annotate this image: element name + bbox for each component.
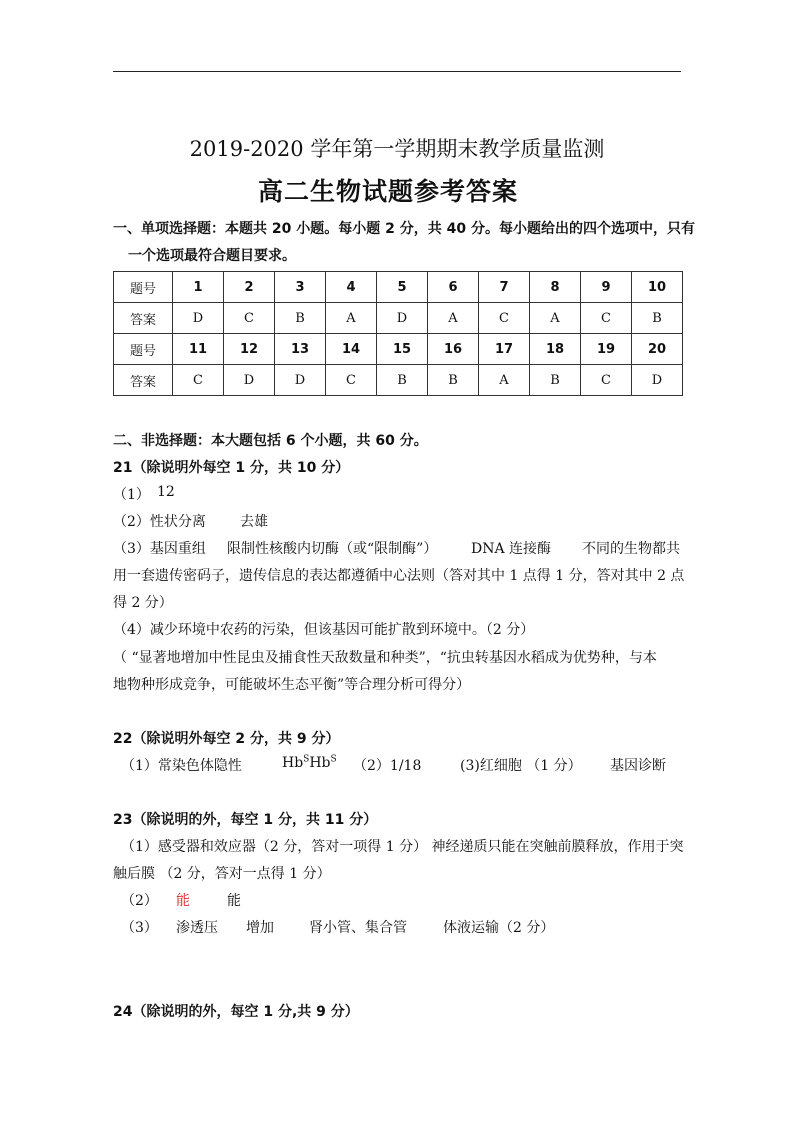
table-cell: B (428, 365, 479, 396)
table-cell: A (530, 303, 581, 334)
document-subtitle: 高二生物试题参考答案 (258, 177, 519, 206)
section1-intro-line2: 一个选项最符合题目要求。 (128, 248, 296, 264)
table-cell: 7 (479, 272, 530, 303)
row-label-answer: 答案 (114, 365, 173, 396)
table-cell: D (632, 365, 683, 396)
table-row-numbers-1 (114, 272, 683, 303)
q21-part3-c: DNA 连接酶 (471, 541, 552, 557)
q23-part3-b: 增加 (246, 920, 274, 936)
row-label-answer: 答案 (114, 303, 173, 334)
section2-intro: 二、非选择题：本大题包括 6 个小题，共 60 分。 (113, 433, 428, 449)
q21-note-line2: 地物种形成竞争，可能破坏生态平衡”等合理分析可得分） (113, 677, 471, 693)
section1-intro-line1: 一、单项选择题：本题共 20 小题。每小题 2 分，共 40 分。每小题给出的四个选项中，只有 (113, 221, 695, 237)
table-row-numbers-2 (114, 334, 683, 365)
table-cell: 20 (632, 334, 683, 365)
q23-part2-answer-b: 能 (227, 893, 241, 909)
q21-part3-b: 限制性核酸内切酶（或“限制酶”） (227, 541, 438, 557)
q21-heading: 21（除说明外每空 1 分，共 10 分） (113, 460, 350, 476)
q24-heading: 24（除说明的外，每空 1 分,共 9 分） (113, 1004, 359, 1020)
table-cell: C (581, 303, 632, 334)
q21-part4: （4）减少环境中农药的污染，但该基因可能扩散到环境中。（2 分） (113, 622, 535, 638)
table-cell: D (275, 365, 326, 396)
table-cell: 15 (377, 334, 428, 365)
table-cell: B (377, 365, 428, 396)
table-cell: 18 (530, 334, 581, 365)
q22-heading: 22（除说明外每空 2 分，共 9 分） (113, 731, 340, 747)
q22-genotype (282, 755, 337, 771)
table-cell: B (632, 303, 683, 334)
q21-part3-line2: 用一套遗传密码子，遗传信息的表达都遵循中心法则（答对其中 1 点得 1 分，答对其中 2 点 (113, 568, 685, 584)
genotype-sup: S (303, 754, 310, 765)
table-cell: A (479, 365, 530, 396)
table-cell: 4 (326, 272, 377, 303)
q23-part3-a: 渗透压 (176, 920, 218, 936)
q21-part1-answer: 12 (157, 484, 175, 500)
table-cell: C (581, 365, 632, 396)
q22-part3: (3)红细胞 （1 分） (460, 758, 582, 774)
table-cell: D (173, 303, 224, 334)
table-cell: 17 (479, 334, 530, 365)
q23-part2-answer-a: 能 (176, 893, 190, 909)
table-cell: 11 (173, 334, 224, 365)
table-cell: 6 (428, 272, 479, 303)
q22-part4: 基因诊断 (610, 758, 666, 774)
table-cell: 14 (326, 334, 377, 365)
genotype-base: Hb (282, 755, 304, 771)
q21-note-line1: （ “显著地增加中性昆虫及捕食性天敌数量和种类”，“抗虫转基因水稻成为优势种，与本 (113, 650, 657, 666)
header-rule (113, 71, 681, 72)
document-title: 2019-2020 学年第一学期期末教学质量监测 (189, 137, 605, 161)
q21-part1-label: （1） (113, 487, 150, 503)
q23-heading: 23（除说明的外，每空 1 分，共 11 分） (113, 812, 378, 828)
table-cell: C (173, 365, 224, 396)
table-cell: B (530, 365, 581, 396)
q23-part2-label: （2） (121, 893, 158, 909)
table-cell: C (224, 303, 275, 334)
table-row-answers-2 (114, 365, 683, 396)
table-row-answers-1 (114, 303, 683, 334)
row-label-number: 题号 (114, 272, 173, 303)
table-cell: B (275, 303, 326, 334)
table-cell: 2 (224, 272, 275, 303)
table-cell: C (479, 303, 530, 334)
row-label-number: 题号 (114, 334, 173, 365)
q23-part1-line1: （1）感受器和效应器（2 分，答对一项得 1 分） 神经递质只能在突触前膜释放，作用于突 (121, 839, 684, 855)
table-cell: 1 (173, 272, 224, 303)
table-cell: 3 (275, 272, 326, 303)
q23-part1-line2: 触后膜 （2 分，答对一点得 1 分） (113, 866, 331, 882)
q21-part3-d: 不同的生物都共 (582, 541, 680, 557)
q21-part2-answer: 去雄 (240, 514, 268, 530)
q23-part3-d: 体液运输（2 分） (443, 920, 555, 936)
answer-table (113, 271, 683, 396)
table-cell: 9 (581, 272, 632, 303)
table-cell: D (224, 365, 275, 396)
q21-part3-a: （3）基因重组 (113, 541, 206, 557)
genotype-base: Hb (309, 755, 331, 771)
table-cell: 5 (377, 272, 428, 303)
q21-part3-line3: 得 2 分） (113, 595, 173, 611)
table-cell: A (326, 303, 377, 334)
table-cell: 8 (530, 272, 581, 303)
table-cell: D (377, 303, 428, 334)
q23-part3-label: （3） (121, 920, 158, 936)
table-cell: C (326, 365, 377, 396)
table-cell: 12 (224, 334, 275, 365)
table-cell: A (428, 303, 479, 334)
q21-part2-label: （2）性状分离 (113, 514, 206, 530)
q22-part1: （1）常染色体隐性 (121, 758, 242, 774)
genotype-sup: S (330, 754, 337, 765)
table-cell: 10 (632, 272, 683, 303)
table-cell: 16 (428, 334, 479, 365)
q22-part2: （2）1/18 (353, 758, 422, 774)
q23-part3-c: 肾小管、集合管 (309, 920, 407, 936)
table-cell: 19 (581, 334, 632, 365)
table-cell: 13 (275, 334, 326, 365)
